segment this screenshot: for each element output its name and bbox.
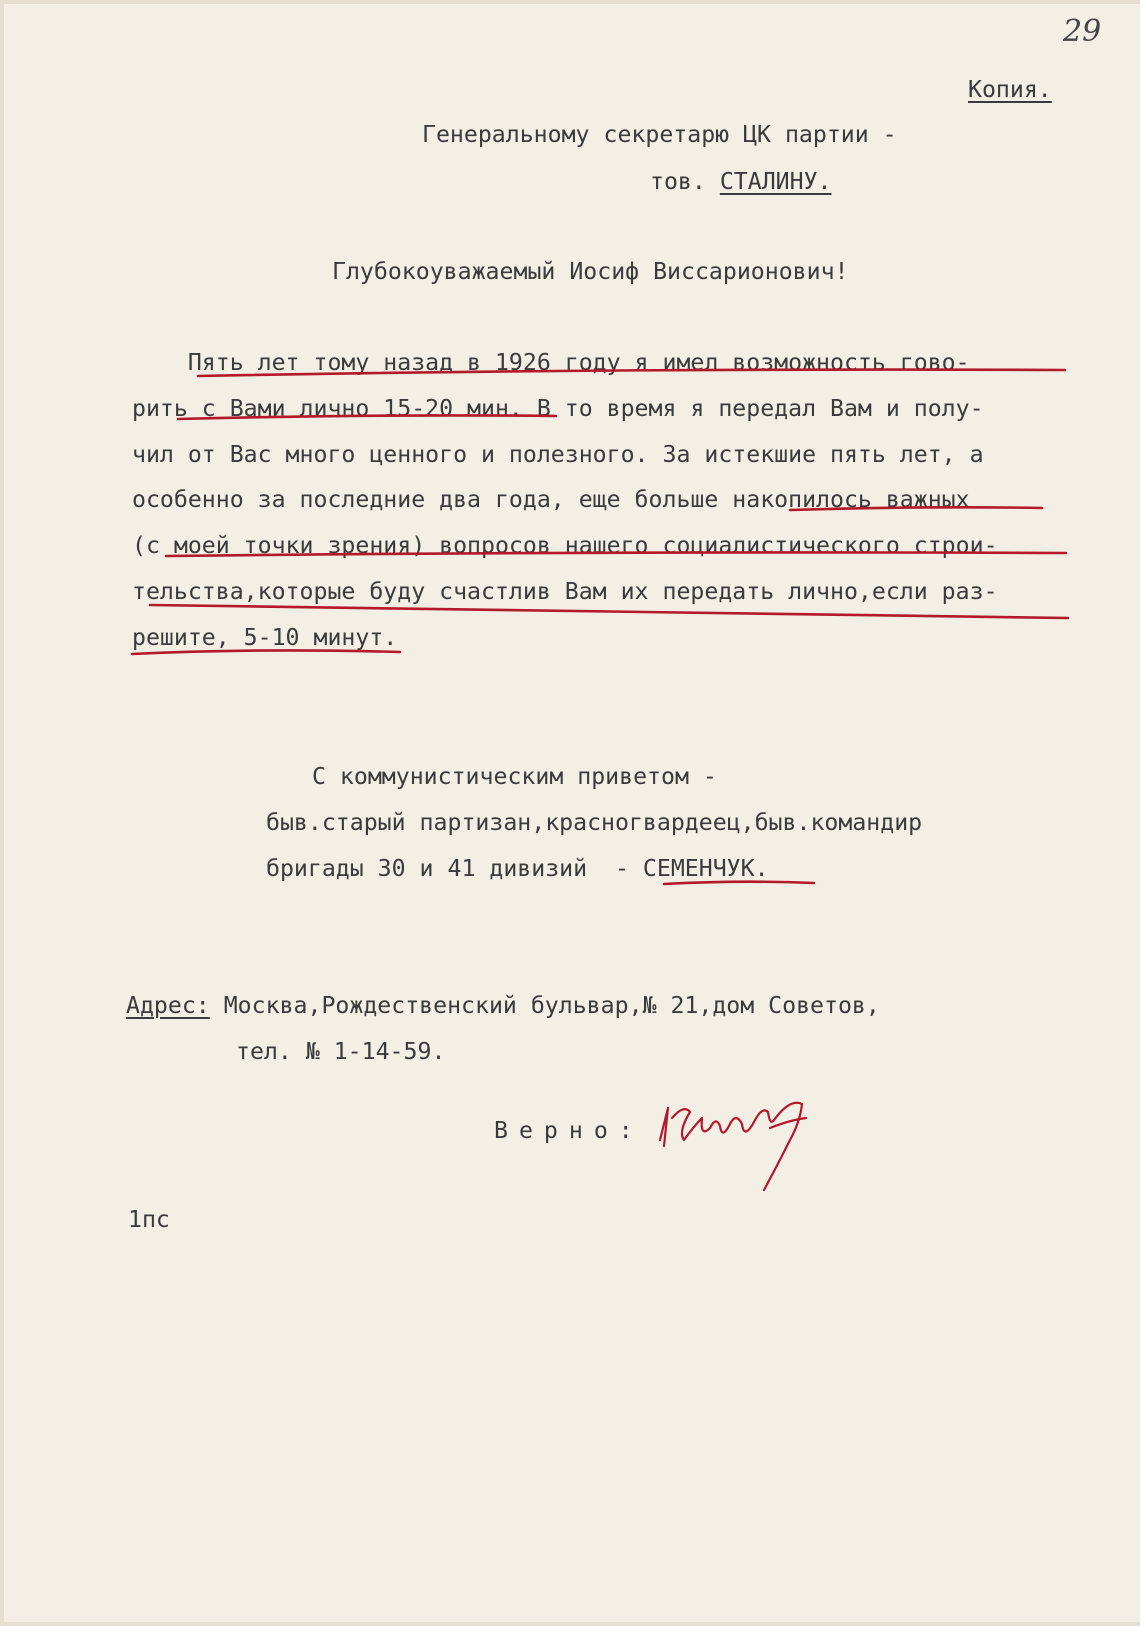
body-line-4: особенно за последние два года, еще больше накопилось важных xyxy=(132,486,970,513)
verno-label: Верно: xyxy=(494,1117,644,1144)
addressee-prefix: тов. xyxy=(650,168,720,195)
underline-body-7 xyxy=(132,650,400,654)
underline-body-1 xyxy=(198,370,1065,376)
closing-line-1: С коммунистическим приветом - xyxy=(312,763,717,790)
underline-body-4 xyxy=(790,507,1042,510)
addressee-name: СТАЛИНУ. xyxy=(719,168,832,195)
underline-body-5 xyxy=(166,552,1066,556)
footer-code: 1пс xyxy=(128,1206,170,1233)
page-number: 29 xyxy=(1063,14,1102,49)
addressee-line-1: Генеральному секретарю ЦК партии - xyxy=(422,121,897,148)
salutation: Глубокоуважаемый Иосиф Виссарионович! xyxy=(332,258,849,285)
address-label: Адрес: xyxy=(126,992,210,1019)
signature-icon xyxy=(660,1103,806,1190)
address-text: Москва,Рождественский бульвар,№ 21,дом Советов, xyxy=(209,992,880,1019)
underline-body-2 xyxy=(178,415,556,419)
copy-mark: Копия. xyxy=(968,76,1052,103)
body-line-1: Пять лет тому назад в 1926 году я имел возможность гово- xyxy=(132,349,970,376)
underline-body-6 xyxy=(150,605,1068,618)
body-line-3: чил от Вас много ценного и полезного. За истекшие пять лет, а xyxy=(132,441,984,468)
closing-line-2: быв.старый партизан,красногвардеец,быв.командир xyxy=(266,809,923,836)
body-line-6: тельства,которые буду счастлив Вам их передать лично,если раз- xyxy=(132,578,998,605)
closing-line-3: бригады 30 и 41 дивизий - СЕМЕНЧУК. xyxy=(266,855,769,882)
body-line-2: рить с Вами лично 15-20 мин. В то время я передал Вам и полу- xyxy=(132,395,984,422)
underline-signature-name xyxy=(664,882,814,884)
body-line-5: (с моей точки зрения) вопросов нашего социалистического строи- xyxy=(132,532,998,559)
address-line-2: тел. № 1-14-59. xyxy=(236,1038,446,1065)
body-line-7: решите, 5-10 минут. xyxy=(132,624,398,651)
